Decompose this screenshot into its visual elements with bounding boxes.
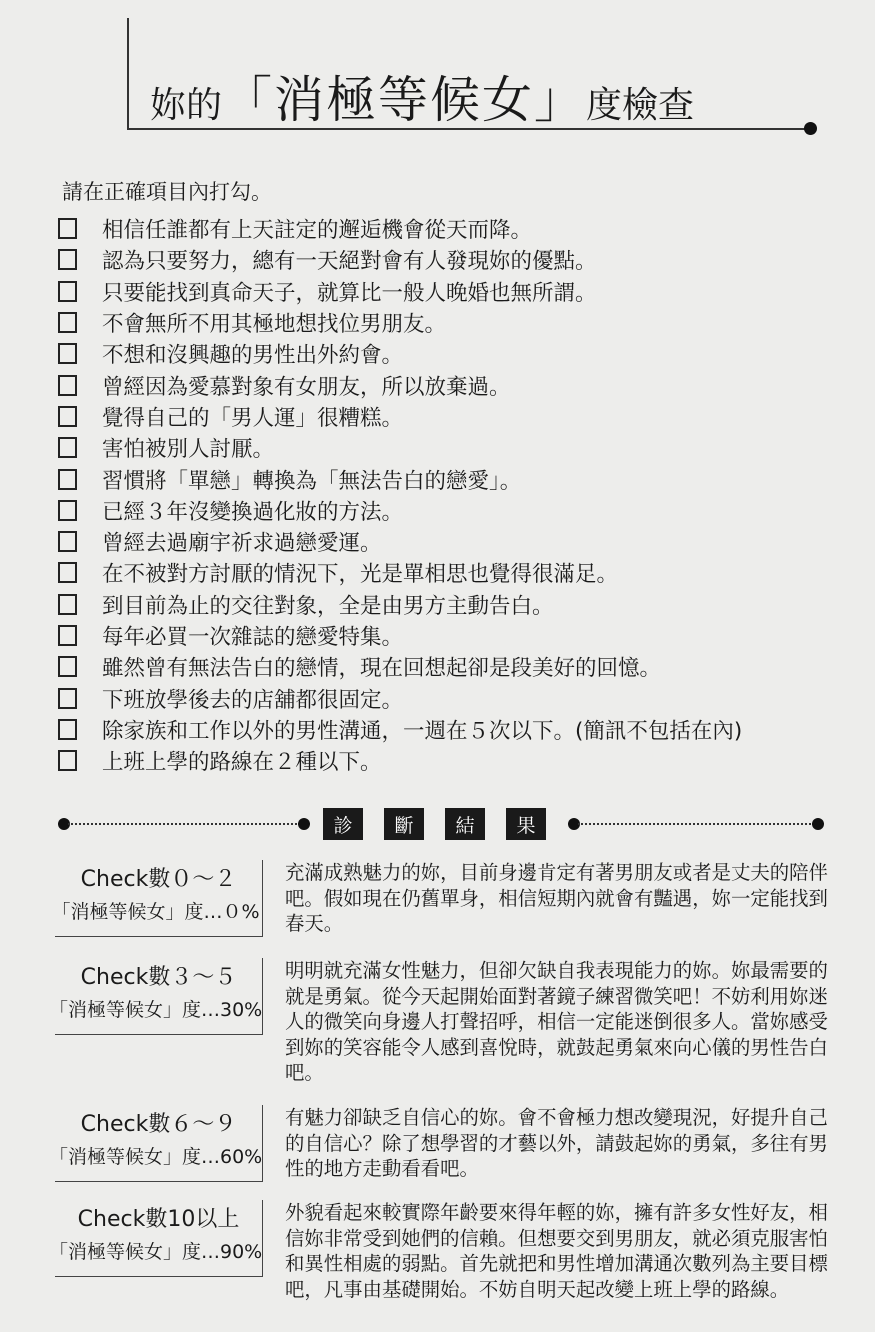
checkbox[interactable]: [58, 343, 77, 364]
checklist-item[interactable]: [58, 589, 742, 620]
check-range: Check數６～９: [80, 1112, 237, 1137]
divider-line: [578, 823, 814, 825]
heading-char: 診: [323, 808, 363, 840]
check-range: Check數３～５: [80, 965, 237, 990]
checklist-item-label: 曾經去過廟宇祈求過戀愛運。: [102, 531, 382, 557]
result-description: 充滿成熟魅力的妳，目前身邊肯定有著男朋友或者是丈夫的陪伴吧。假如現在仍舊單身，相信短期內就會有豔遇，妳一定能找到春天。: [285, 861, 828, 935]
checklist-item[interactable]: [58, 495, 742, 526]
checklist-item-label: 每年必買一次雜誌的戀愛特集。: [102, 625, 404, 650]
checklist-item-label: 雖然曾有無法告白的戀情，現在回想起卻是段美好的回憶。: [102, 656, 662, 682]
result-label: [49, 958, 263, 1035]
checklist-item-label: 相信任誰都有上天註定的邂逅機會從天而降。: [102, 218, 533, 244]
checkbox[interactable]: [58, 750, 77, 771]
checklist-item[interactable]: [58, 213, 742, 244]
check-range: Check數０～２: [80, 867, 237, 892]
result-description: 有魅力卻缺乏自信心的妳。會不會極力想改變現況，好提升自己的自信心？除了想學習的才藝以外，請鼓起妳的勇氣，多往有男性的地方走動看看吧。: [285, 1106, 828, 1180]
checklist-item[interactable]: [58, 682, 742, 713]
checklist-item[interactable]: [58, 244, 742, 275]
checklist-item-label: 除家族和工作以外的男性溝通，一週在５次以下。(簡訊不包括在內): [102, 718, 743, 744]
checklist-item-label: 只要能找到真命天子，就算比一般人晚婚也無所謂。: [102, 280, 597, 306]
checkbox[interactable]: [58, 218, 77, 239]
checklist-item-label: 認為只要努力，總有一天絕對會有人發現妳的優點。: [102, 249, 597, 275]
checklist-item-label: 下班放學後去的店舖都很固定。: [102, 687, 404, 713]
checklist-item[interactable]: [58, 620, 742, 651]
checklist: [58, 213, 742, 776]
checklist-item-label: 害怕被別人討厭。: [102, 437, 275, 463]
checklist-item[interactable]: [58, 276, 742, 307]
checkbox[interactable]: [58, 531, 77, 552]
heading-char: 果: [506, 808, 546, 840]
diagnosis-divider: [58, 812, 828, 836]
divider-line: [68, 823, 300, 825]
checklist-item[interactable]: [58, 401, 742, 432]
checklist-item-label: 上班上學的路線在２種以下。: [102, 750, 382, 776]
checkbox[interactable]: [58, 281, 77, 302]
checklist-item-label: 到目前為止的交往對象，全是由男方主動告白。: [102, 593, 554, 619]
result-description: 明明就充滿女性魅力，但卻欠缺自我表現能力的妳。妳最需要的就是勇氣。從今天起開始面對著鏡子練習微笑吧！不妨利用妳迷人的微笑向身邊人打聲招呼，相信一定能迷倒很多人。當妳感受到妳的笑容能令人感到喜悅時，就鼓起勇氣來向心儀的男性告白吧。: [285, 959, 828, 1084]
degree: 「消極等候女」度…90%: [49, 1241, 263, 1263]
checklist-item[interactable]: [58, 463, 742, 494]
checkbox[interactable]: [58, 562, 77, 583]
checkbox[interactable]: [58, 375, 77, 396]
result-label: [49, 1105, 263, 1182]
checklist-item[interactable]: [58, 369, 742, 400]
checklist-item-label: 已經３年沒變換過化妝的方法。: [102, 499, 404, 525]
heading-char: 斷: [384, 808, 424, 840]
checklist-item-label: 曾經因為愛慕對象有女朋友，所以放棄過。: [102, 374, 511, 400]
checkbox[interactable]: [58, 688, 77, 709]
heading-char: 結: [445, 808, 485, 840]
checklist-item[interactable]: [58, 432, 742, 463]
degree: 「消極等候女」度…30%: [49, 999, 263, 1021]
result-label: [49, 1200, 263, 1277]
checkbox[interactable]: [58, 594, 77, 615]
degree: 「消極等候女」度…０%: [51, 901, 260, 923]
checklist-item-label: 不會無所不用其極地想找位男朋友。: [102, 312, 447, 338]
checkbox[interactable]: [58, 312, 77, 333]
checkbox[interactable]: [58, 625, 77, 646]
degree: 「消極等候女」度…60%: [49, 1146, 263, 1168]
title-dot: [804, 122, 817, 135]
title-prefix: 妳的: [150, 85, 223, 126]
title-suffix: 度檢查: [586, 85, 695, 126]
checklist-item[interactable]: [58, 338, 742, 369]
checkbox[interactable]: [58, 406, 77, 427]
divider-dot: [298, 818, 310, 830]
divider-dot: [812, 818, 824, 830]
checklist-item-label: 在不被對方討厭的情況下，光是單相思也覺得很滿足。: [102, 562, 619, 588]
checklist-item[interactable]: [58, 557, 742, 588]
checklist-item[interactable]: [58, 714, 742, 745]
checkbox[interactable]: [58, 249, 77, 270]
checkbox[interactable]: [58, 437, 77, 458]
check-range: Check數10以上: [77, 1207, 240, 1232]
result-description: 外貌看起來較實際年齡要來得年輕的妳，擁有許多女性好友，相信妳非常受到她們的信賴。但想要交到男朋友，就必須克服害怕和異性相處的弱點。首先就把和男性增加溝通次數列為主要目標吧，凡事由基礎開始。不妨自明天起改變上班上學的路線。: [285, 1201, 828, 1301]
checklist-item[interactable]: [58, 307, 742, 338]
checkbox[interactable]: [58, 719, 77, 740]
checklist-item-label: 覺得自己的「男人運」很糟糕。: [102, 405, 404, 431]
checklist-item-label: 不想和沒興趣的男性出外約會。: [102, 343, 404, 369]
checklist-item-label: 習慣將「單戀」轉換為「無法告白的戀愛」。: [102, 468, 522, 494]
checkbox[interactable]: [58, 469, 77, 490]
checkbox[interactable]: [58, 656, 77, 677]
instructions: 請在正確項目內打勾。: [62, 180, 272, 204]
page-title: [150, 60, 694, 132]
checklist-item[interactable]: [58, 526, 742, 557]
checklist-item[interactable]: [58, 651, 742, 682]
title-main: 「消極等候女」: [222, 71, 587, 129]
checkbox[interactable]: [58, 500, 77, 521]
result-label: [51, 860, 263, 937]
checklist-item[interactable]: [58, 745, 742, 776]
